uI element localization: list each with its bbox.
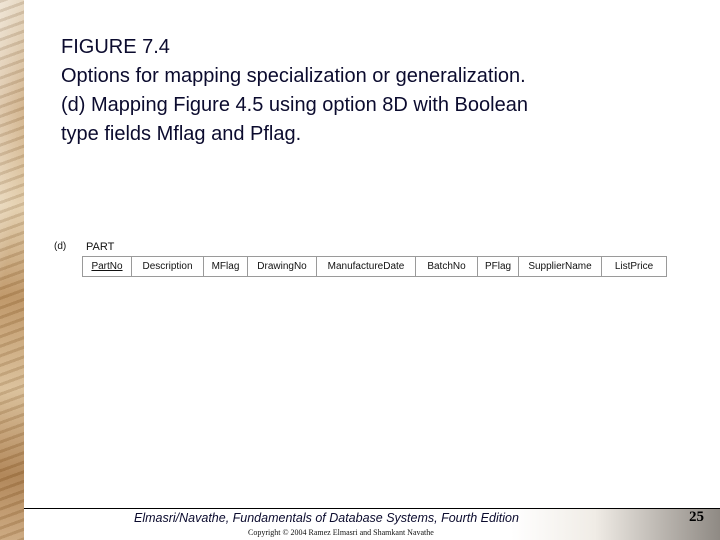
caption-line-1: Options for mapping specialization or generalization.: [61, 65, 526, 87]
part-relation-schema: [82, 256, 667, 277]
attribute-description: Description: [132, 257, 204, 276]
caption-line-2: (d) Mapping Figure 4.5 using option 8D with Boolean: [61, 94, 528, 116]
slide-title: [61, 33, 681, 149]
page-number: 25: [689, 509, 704, 525]
footer-copyright: Copyright © 2004 Ramez Elmasri and Shamkant Navathe: [248, 528, 434, 537]
footer-book-citation: Elmasri/Navathe, Fundamentals of Database Systems, Fourth Edition: [134, 511, 519, 525]
attribute-pflag: PFlag: [478, 257, 519, 276]
attribute-batchno: BatchNo: [416, 257, 478, 276]
attribute-drawingno: DrawingNo: [248, 257, 317, 276]
caption-line-3: type fields Mflag and Pflag.: [61, 123, 302, 145]
sand-dune-decoration: [0, 0, 24, 540]
attribute-partno: PartNo: [83, 257, 132, 276]
figure-number: FIGURE 7.4: [61, 36, 170, 58]
attribute-suppliername: SupplierName: [519, 257, 602, 276]
figure-part-label: (d): [54, 241, 67, 252]
attribute-mflag: MFlag: [204, 257, 248, 276]
attribute-manufacturedate: ManufactureDate: [317, 257, 416, 276]
attribute-listprice: ListPrice: [614, 261, 654, 272]
relation-name: PART: [86, 241, 115, 253]
